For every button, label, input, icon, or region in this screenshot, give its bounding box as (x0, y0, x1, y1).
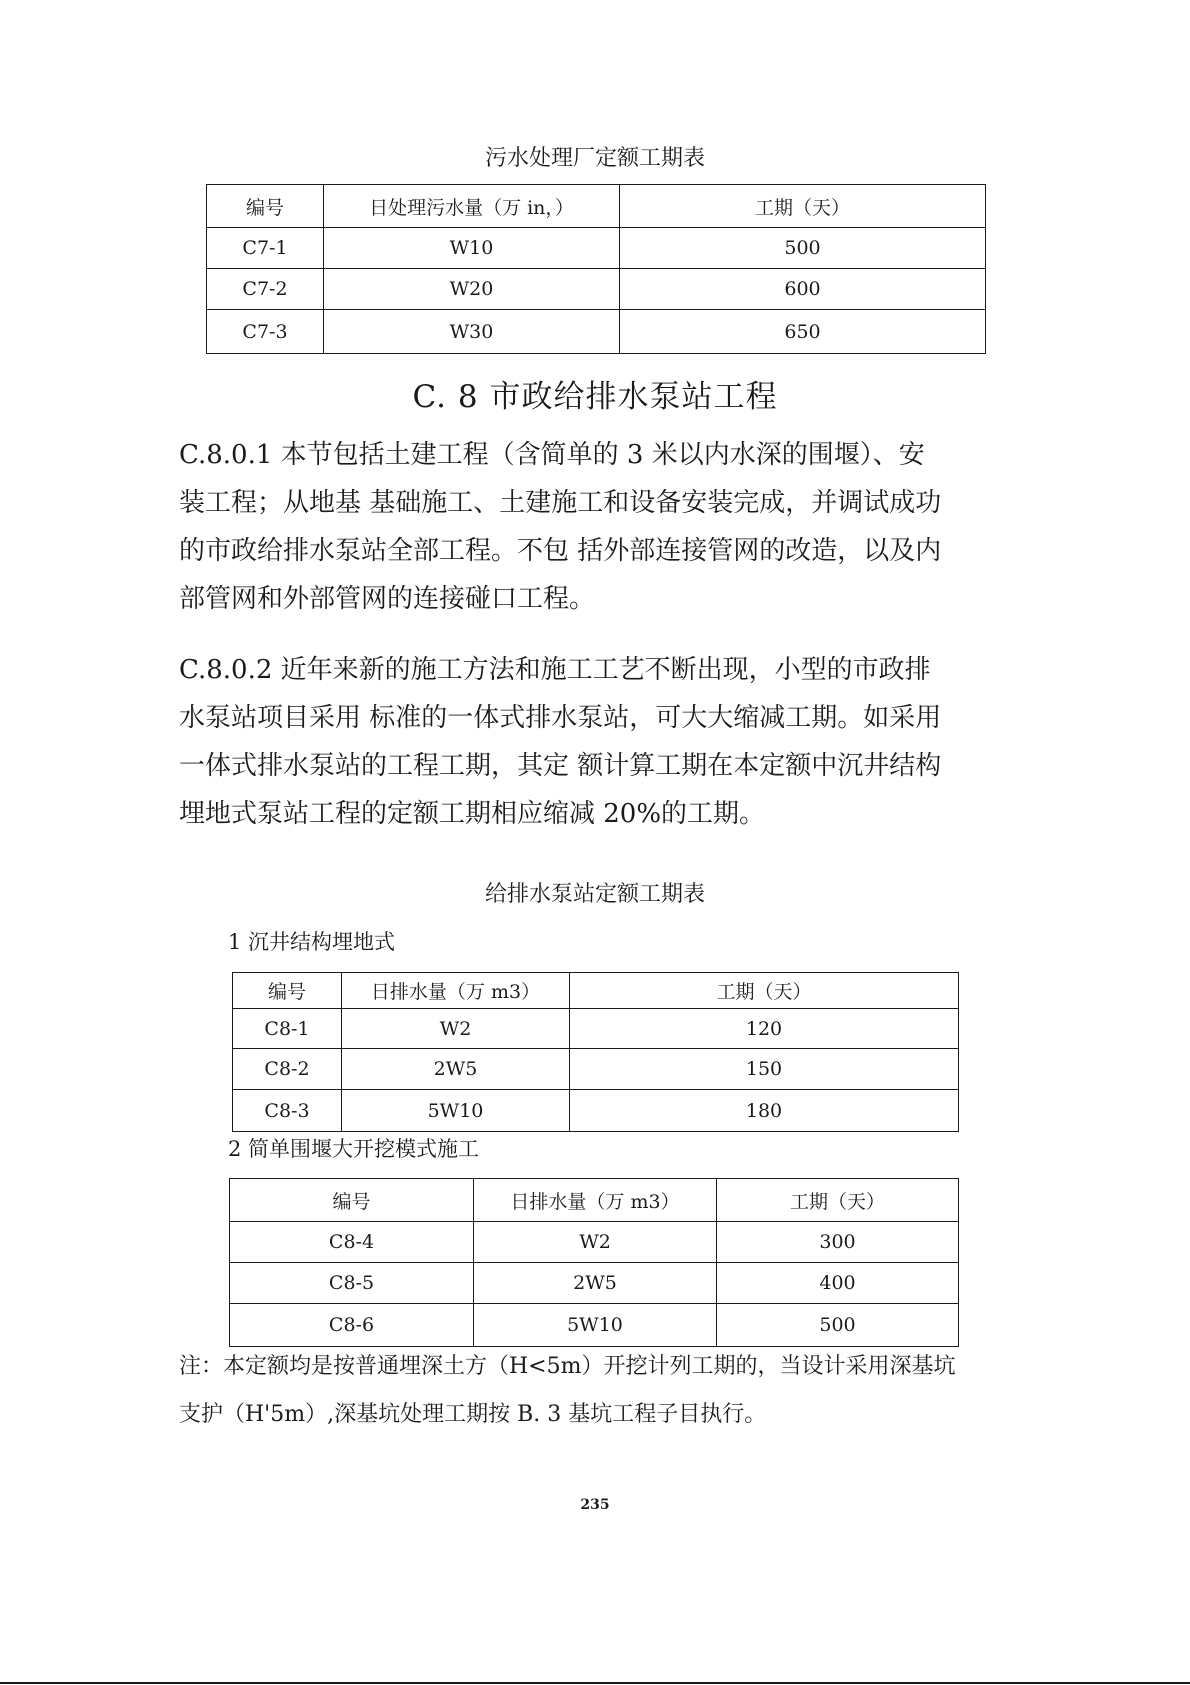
table-row (233, 1009, 959, 1049)
table3-header-row (230, 1179, 959, 1222)
table1 (206, 184, 986, 354)
table3-header-cell: 编号 (230, 1179, 474, 1222)
bottom-rule (0, 1682, 1190, 1684)
table-cell: W2 (474, 1222, 717, 1263)
table-row (233, 1090, 959, 1132)
table3 (229, 1178, 959, 1347)
section-heading: C. 8 市政给排水泵站工程 (412, 379, 778, 415)
paragraph-line: C.8.0.2 近年来新的施工方法和施工工艺不断出现，小型的市政排 (179, 655, 931, 685)
table-cell: 500 (620, 228, 986, 269)
table1-header-row (207, 185, 986, 228)
table1-caption: 污水处理厂定额工期表 (484, 146, 705, 171)
table1-header-cell: 日处理污水量（万 in，） (324, 185, 620, 228)
table-cell: 5W10 (474, 1304, 717, 1347)
table2-header-cell: 工期（天） (570, 973, 959, 1009)
table-cell: 2W5 (474, 1263, 717, 1304)
table2-header-row (233, 973, 959, 1009)
table2 (232, 972, 959, 1132)
footnote (179, 1343, 1019, 1439)
table-cell: W2 (342, 1009, 570, 1049)
table-row (230, 1263, 959, 1304)
paragraph-c801 (179, 431, 1019, 623)
paragraph-line: 部管网和外部管网的连接碰口工程。 (179, 584, 596, 614)
table-cell: C8-3 (233, 1090, 342, 1132)
table-cell: 120 (570, 1009, 959, 1049)
footnote-line: 支护（H'5m）,深基坑处理工期按 B. 3 基坑工程子目执行。 (179, 1402, 767, 1427)
table-cell: 650 (620, 310, 986, 354)
table-row (230, 1304, 959, 1347)
paragraph-line: 装工程；从地基 基础施工、土建施工和设备安装完成，并调试成功 (179, 488, 942, 518)
paragraph-c802 (179, 646, 1019, 838)
table-cell: C8-6 (230, 1304, 474, 1347)
paragraph-line: C.8.0.1 本节包括土建工程（含简单的 3 米以内水深的围堰）、安 (179, 440, 925, 470)
table-cell: 400 (717, 1263, 959, 1304)
table-cell: C7-2 (207, 269, 324, 310)
table2-subtitle: 1 沉井结构埋地式 (228, 930, 396, 954)
table-row (207, 310, 986, 354)
table-cell: C8-5 (230, 1263, 474, 1304)
table-cell: 150 (570, 1049, 959, 1090)
table-cell: C8-1 (233, 1009, 342, 1049)
footnote-line: 注：本定额均是按普通埋深土方（H<5m）开挖计列工期的，当设计采用深基坑 (179, 1354, 956, 1379)
table-cell: 180 (570, 1090, 959, 1132)
table2-header-cell: 日排水量（万 m3） (342, 973, 570, 1009)
table-cell: 600 (620, 269, 986, 310)
paragraph-line: 水泵站项目采用 标准的一体式排水泵站，可大大缩减工期。如采用 (179, 703, 942, 733)
table-cell: 300 (717, 1222, 959, 1263)
table-cell: C7-1 (207, 228, 324, 269)
table-cell: W30 (324, 310, 620, 354)
page-number: 235 (580, 1497, 610, 1513)
table-cell: W10 (324, 228, 620, 269)
table2-header-cell: 编号 (233, 973, 342, 1009)
table3-header-cell: 工期（天） (717, 1179, 959, 1222)
paragraph-line: 一体式排水泵站的工程工期，其定 额计算工期在本定额中沉井结构 (179, 751, 942, 781)
table3-header-cell: 日排水量（万 m3） (474, 1179, 717, 1222)
table-row (207, 228, 986, 269)
table-cell: C8-2 (233, 1049, 342, 1090)
table-cell: 5W10 (342, 1090, 570, 1132)
table1-header-cell: 工期（天） (620, 185, 986, 228)
table-cell: 500 (717, 1304, 959, 1347)
paragraph-line: 埋地式泵站工程的定额工期相应缩减 20%的工期。 (179, 799, 766, 829)
paragraph-line: 的市政给排水泵站全部工程。不包 括外部连接管网的改造，以及内 (179, 536, 942, 566)
table-cell: C8-4 (230, 1222, 474, 1263)
table-cell: W20 (324, 269, 620, 310)
table-cell: C7-3 (207, 310, 324, 354)
table-row (230, 1222, 959, 1263)
table2-caption: 给排水泵站定额工期表 (484, 882, 705, 907)
table-row (233, 1049, 959, 1090)
table-cell: 2W5 (342, 1049, 570, 1090)
table1-header-cell: 编号 (207, 185, 324, 228)
table-row (207, 269, 986, 310)
table3-subtitle: 2 简单围堰大开挖模式施工 (228, 1137, 480, 1161)
